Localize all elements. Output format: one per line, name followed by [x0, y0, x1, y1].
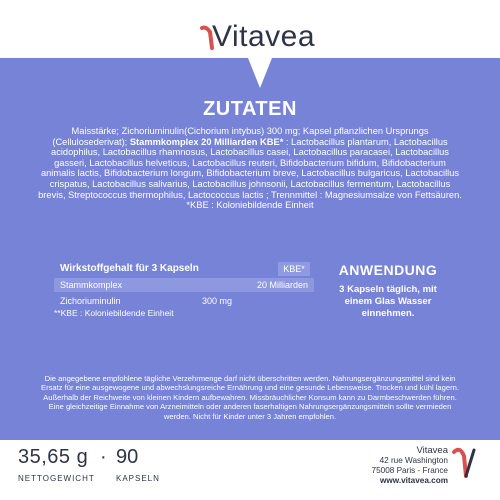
panel-notch [248, 58, 272, 88]
usage-block [328, 262, 448, 320]
ingredients-text [36, 126, 464, 211]
table-cell-mg: 300 mg [202, 296, 233, 306]
net-weight-value: 35,65 g [18, 446, 89, 468]
address-street: 42 rue Washington [379, 456, 448, 465]
usage-text: 3 Kapseln täglich, mit einem Glas Wasser einnehmen. [339, 284, 437, 319]
table-header-label: Wirkstoffgehalt für 3 Kapseln [60, 263, 199, 274]
footer-separator: · [100, 446, 107, 468]
brand-mark-icon [452, 444, 478, 480]
ingredients-part1: Maisstärke; Zichoriuminulin(Cichorium intybus) 300 mg; Kapsel pflanzlichen Ursprungs (Cellulosederivat); [52, 126, 429, 147]
capsule-count-label: KAPSELN [116, 474, 160, 483]
usage-title: ANWENDUNG [338, 262, 438, 278]
address-city: 75008 Paris - France [371, 466, 448, 475]
logo-text: Vitavea [212, 20, 316, 53]
table-row [54, 294, 314, 308]
capsule-count-value: 90 [116, 446, 139, 468]
ingredients-part2: : Lactobacillus plantarum, Lactobacillus acidophilus, Lactobacillus rhamnosus, Lactobacillus casei, Lactobacillus paracasei, Lactobacillus gasseri, Lactobacillus helveticus, Lactobacillus reuteri, Bifidobacterium bifidum, Bifidobacterium animalis lactis, Bifidobacterium longum, Bifidobacterium breve, Lactobacillus bulgaricus, Lactobacillus crispatus, Lactobacillus salivarius, Lactobacillus johnsonii, Lactobacillus fermentum, Lactobacillus brevis, Streptococcus thermophilus, Lactococcus lactis ; Trennmittel : Magnesiumsalze von Fettsäuren. [38, 136, 462, 200]
net-weight-label: NETTOGEWICHT [18, 474, 95, 483]
company-address [348, 446, 448, 486]
company-name: Vitavea [416, 445, 448, 456]
footer [0, 440, 500, 500]
table-header-kbe: KBE* [278, 262, 310, 276]
table-footnote: **KBE : Koloniebildende Einheit [54, 308, 174, 318]
table-cell-name: Zichoriuminulin [60, 296, 121, 306]
warning-text: Die angegebene empfohlene tägliche Verzehrmenge darf nicht überschritten werden. Nahrungsergänzungsmittel sind kein Ersatz für eine ausgewogene und abwechslungsreiche Ernährung und eine gesunde Lebensweise. Trocken und kühl lagern. Außerhalb der Reichweite von kleinen Kindern aufbewahren. Missbräuchlicher Konsum kann zu Darmbeschwerden führen. Eine gleichzeitige Einnahme von Arzneimitteln oder anderen faserhaltigen Nahrungsergänzungsmitteln sollte vermieden werden. Nicht für Kinder unter 3 Jahren empfohlen. [41, 374, 459, 421]
section-title: ZUTATEN [203, 98, 297, 120]
active-ingredients-table [54, 262, 314, 308]
ingredients-strain-complex: Stammkomplex 20 Milliarden KBE* [129, 136, 284, 147]
table-row [54, 278, 314, 292]
brand-logo [194, 18, 334, 58]
company-website: www.vitavea.com [380, 476, 448, 485]
table-header [54, 262, 314, 276]
table-cell-name: Stammkomplex [60, 280, 123, 290]
table-cell-kbe: 20 Milliarden [256, 280, 308, 290]
ingredients-kbe-note: *KBE : Koloniebildende Einheit [186, 200, 314, 211]
